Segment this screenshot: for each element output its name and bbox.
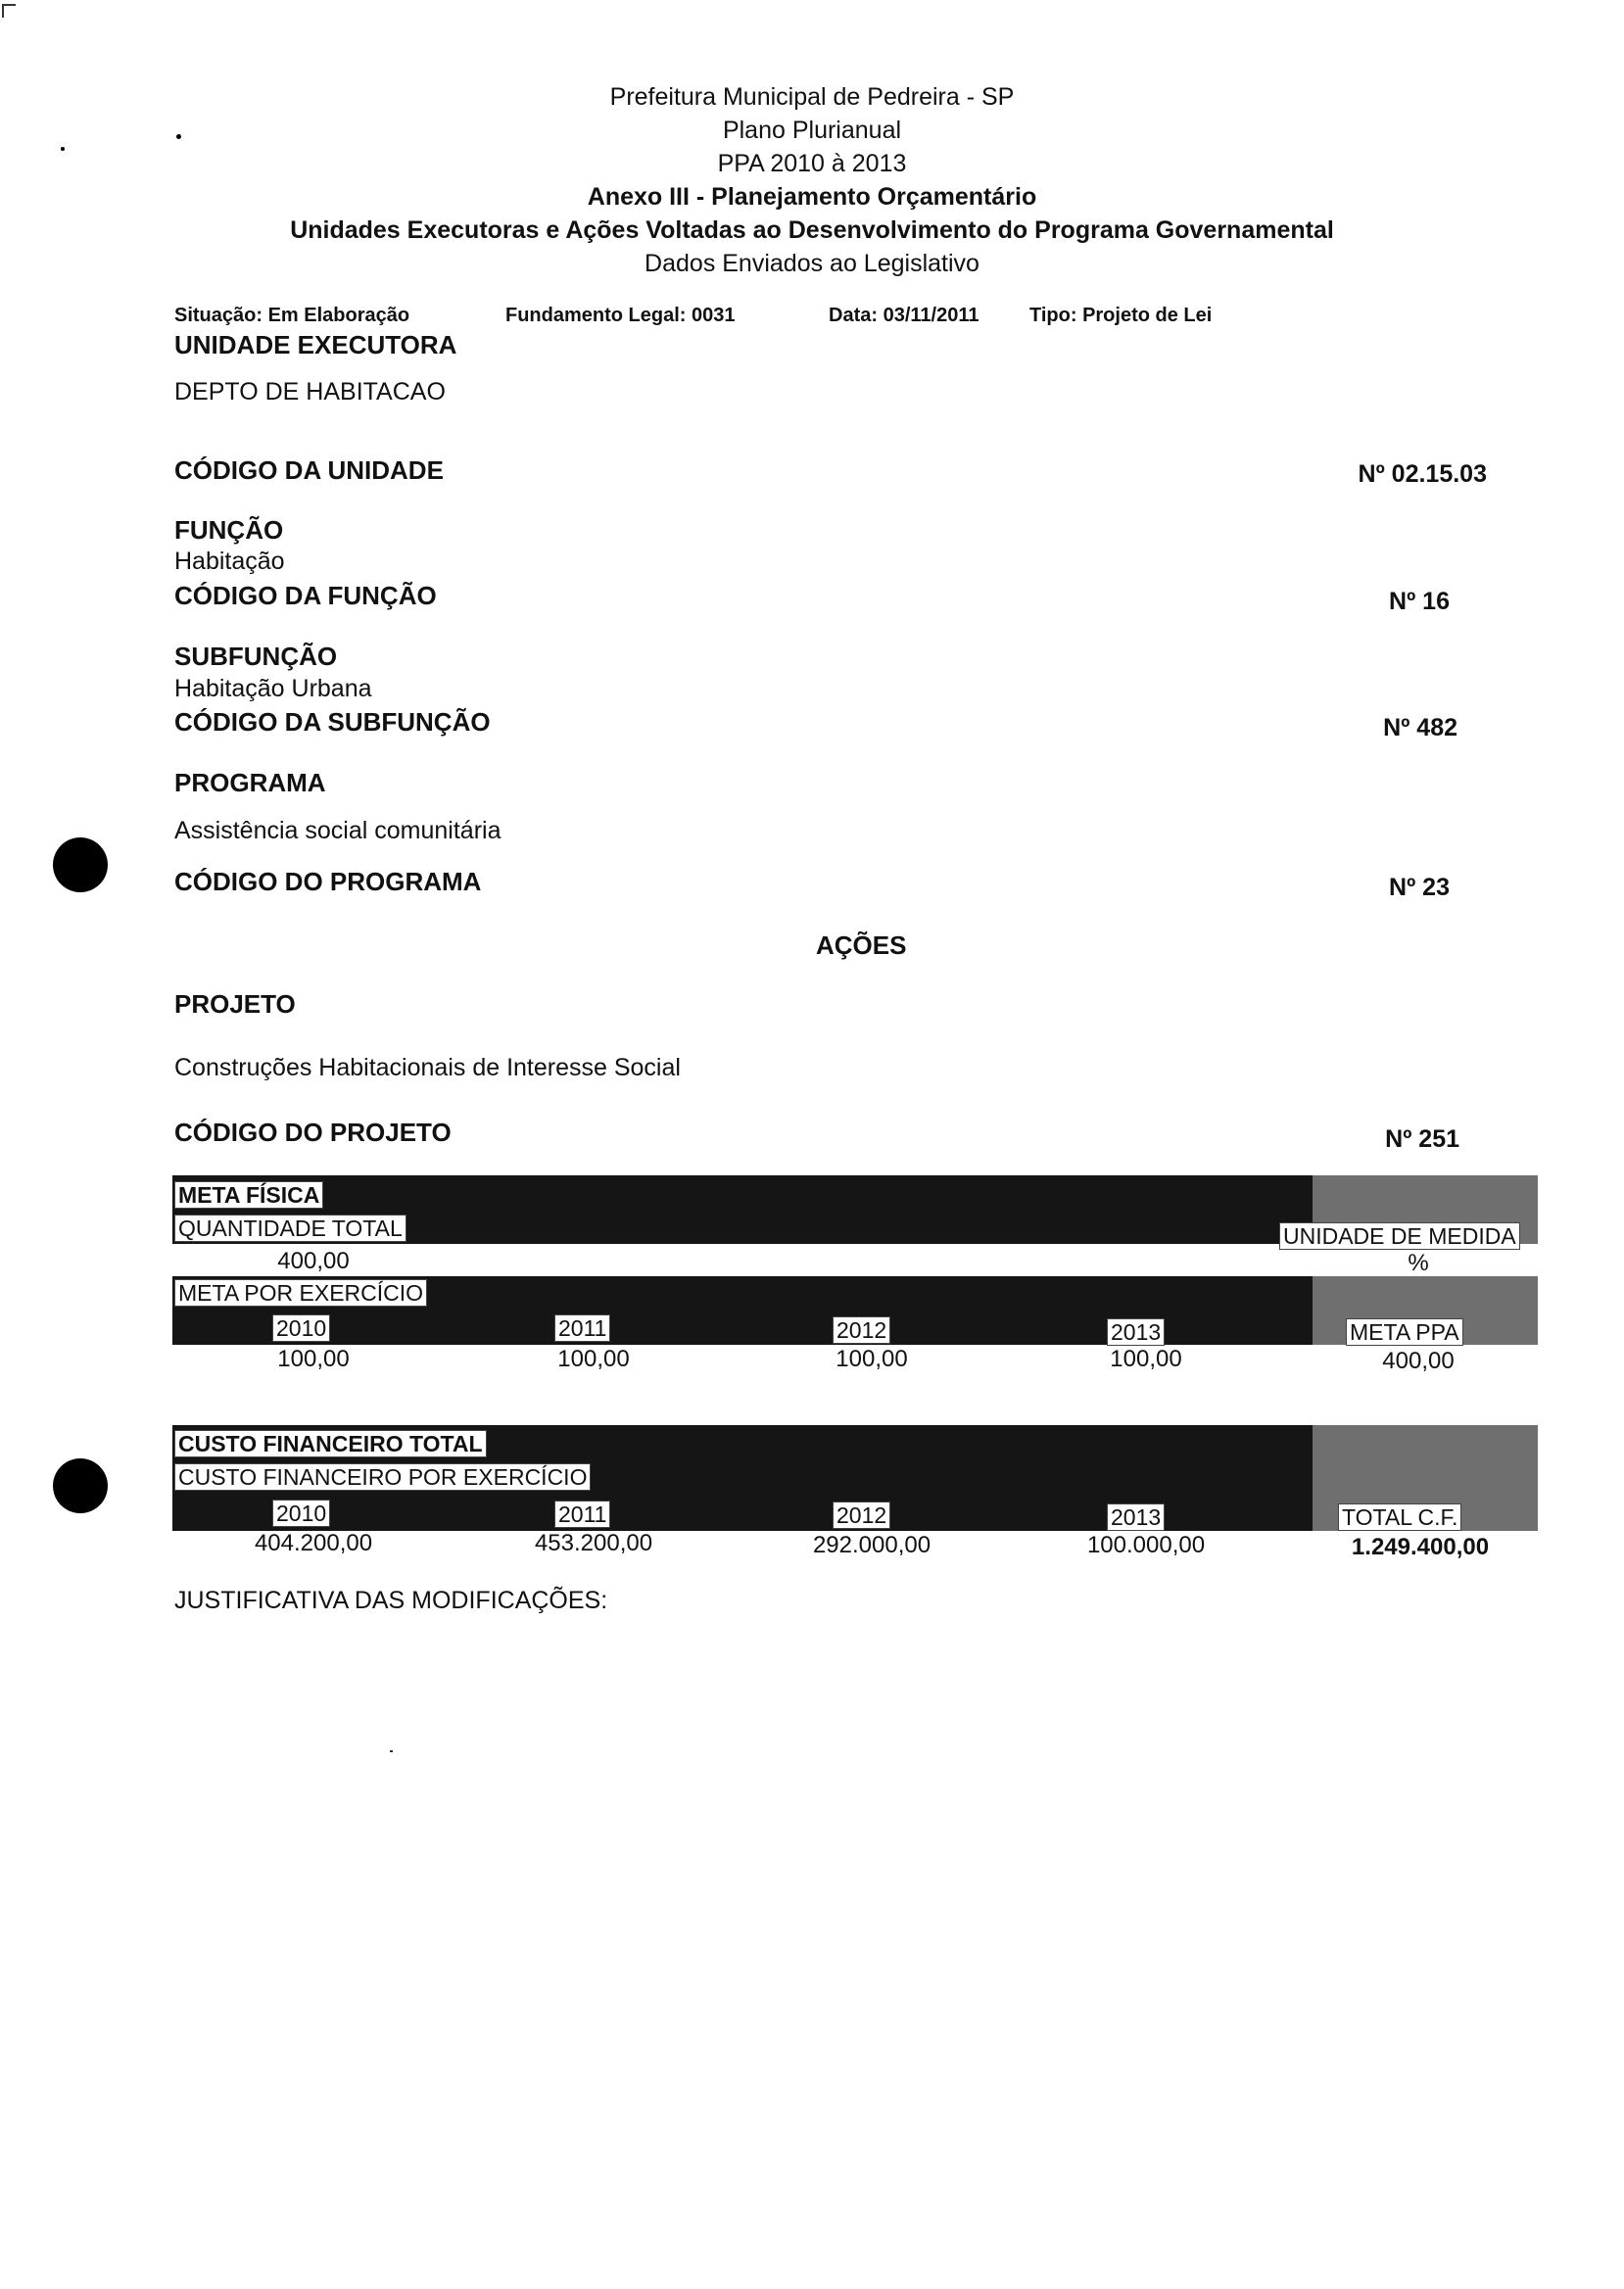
fundamento-text: Fundamento Legal: 0031	[505, 305, 736, 326]
meta-por-exercicio-label: META POR EXERCÍCIO	[174, 1279, 427, 1307]
codigo-funcao-label: CÓDIGO DA FUNÇÃO	[174, 581, 437, 610]
projeto-value: Construções Habitacionais de Interesse Social	[174, 1054, 681, 1081]
codigo-subfuncao-value: Nº 482	[1383, 714, 1457, 741]
meta-year-2012: 2012	[833, 1316, 890, 1344]
report-title: Unidades Executoras e Ações Voltadas ao Desenvolvimento do Programa Governamental	[290, 216, 1334, 244]
scan-mark	[2, 4, 16, 6]
custo-year-2012: 2012	[833, 1502, 890, 1529]
codigo-subfuncao-label: CÓDIGO DA SUBFUNÇÃO	[174, 707, 491, 737]
subfuncao-value: Habitação Urbana	[174, 675, 372, 702]
custo-financeiro-total-label: CUSTO FINANCEIRO TOTAL	[174, 1430, 487, 1457]
meta-value-2012: 100,00	[836, 1346, 908, 1372]
meta-value-2011: 100,00	[557, 1346, 630, 1372]
custo-year-2011: 2011	[554, 1501, 610, 1528]
codigo-funcao-value: Nº 16	[1389, 588, 1450, 615]
acoes-title: AÇÕES	[816, 930, 907, 960]
codigo-programa-label: CÓDIGO DO PROGRAMA	[174, 867, 482, 896]
quantidade-total-value: 400,00	[277, 1248, 350, 1274]
programa-label: PROGRAMA	[174, 768, 326, 797]
punch-hole	[53, 1458, 108, 1513]
scan-mark	[2, 6, 4, 18]
codigo-unidade-value: Nº 02.15.03	[1358, 460, 1487, 488]
custo-year-2013: 2013	[1107, 1503, 1165, 1531]
municipality-title: Prefeitura Municipal de Pedreira - SP	[609, 83, 1015, 111]
total-cf-value: 1.249.400,00	[1351, 1534, 1490, 1560]
meta-value-2013: 100,00	[1110, 1346, 1182, 1372]
punch-hole	[53, 837, 108, 892]
codigo-unidade-label: CÓDIGO DA UNIDADE	[174, 455, 444, 485]
quantidade-total-label: QUANTIDADE TOTAL	[174, 1215, 406, 1242]
report-subtitle: Dados Enviados ao Legislativo	[645, 250, 979, 277]
meta-ppa-label: META PPA	[1346, 1318, 1463, 1346]
subfuncao-label: SUBFUNÇÃO	[174, 642, 338, 671]
data-text: Data: 03/11/2011	[829, 305, 979, 326]
total-cf-label: TOTAL C.F.	[1338, 1503, 1461, 1531]
programa-value: Assistência social comunitária	[174, 817, 502, 844]
custo-value-2011: 453.200,00	[534, 1530, 653, 1556]
meta-ppa-value: 400,00	[1382, 1348, 1455, 1374]
meta-year-2010: 2010	[272, 1314, 330, 1342]
situacao-text: Situação: Em Elaboração	[174, 305, 410, 326]
codigo-projeto-label: CÓDIGO DO PROJETO	[174, 1118, 452, 1147]
meta-fisica-title: META FÍSICA	[174, 1181, 323, 1209]
unidade-executora-value: DEPTO DE HABITACAO	[174, 378, 446, 405]
funcao-value: Habitação	[174, 548, 285, 575]
tipo-text: Tipo: Projeto de Lei	[1029, 305, 1213, 326]
justificativa-label: JUSTIFICATIVA DAS MODIFICAÇÕES:	[174, 1587, 608, 1614]
funcao-label: FUNÇÃO	[174, 515, 284, 545]
codigo-projeto-value: Nº 251	[1385, 1125, 1459, 1153]
unidade-executora-label: UNIDADE EXECUTORA	[174, 330, 457, 359]
annex-title: Anexo III - Planejamento Orçamentário	[587, 183, 1037, 211]
projeto-label: PROJETO	[174, 989, 296, 1019]
codigo-programa-value: Nº 23	[1389, 874, 1450, 901]
custo-year-2010: 2010	[272, 1500, 330, 1527]
scan-mark	[390, 1750, 393, 1752]
meta-year-2013: 2013	[1107, 1318, 1165, 1346]
unidade-medida-label: UNIDADE DE MEDIDA	[1279, 1222, 1520, 1250]
meta-value-2010: 100,00	[277, 1346, 350, 1372]
meta-year-2011: 2011	[554, 1314, 610, 1342]
plan-title: Plano Plurianual	[722, 117, 902, 144]
custo-value-2012: 292.000,00	[812, 1532, 931, 1558]
custo-value-2010: 404.200,00	[254, 1530, 373, 1556]
custo-por-exercicio-label: CUSTO FINANCEIRO POR EXERCÍCIO	[174, 1463, 591, 1491]
unidade-medida-value: %	[1408, 1250, 1429, 1276]
custo-value-2013: 100.000,00	[1086, 1532, 1206, 1558]
period-title: PPA 2010 à 2013	[717, 150, 907, 177]
